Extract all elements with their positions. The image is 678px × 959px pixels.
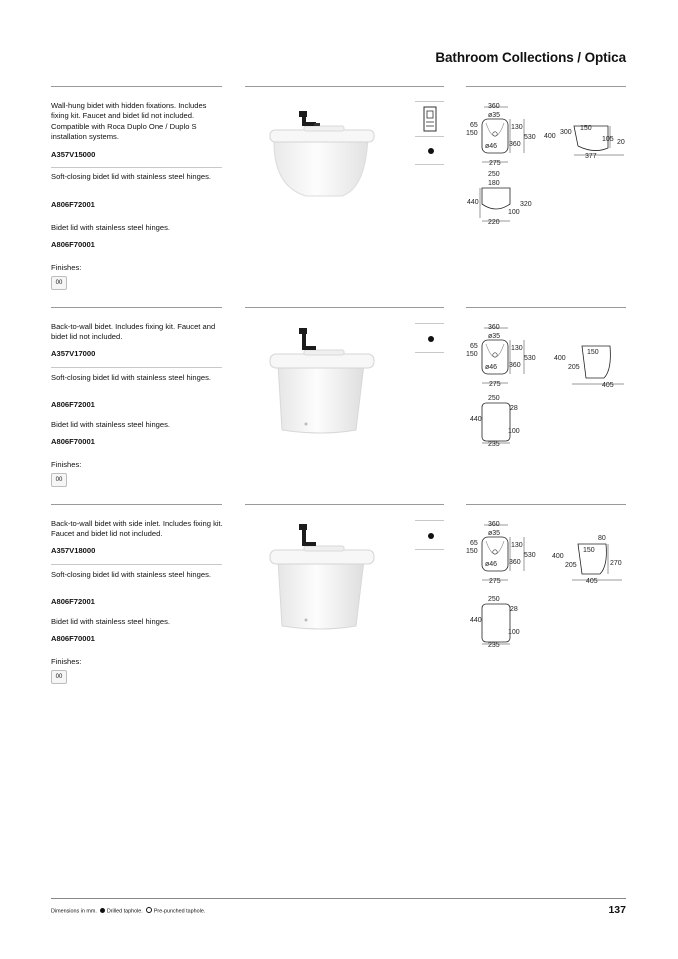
product-description: Wall-hung bidet with hidden fixations. Includes fixing kit. Faucet and bidet lid not included. Compatible with Roca Duplo One / Duplo S installation systems. (51, 101, 207, 142)
page-title: Bathroom Collections / Optica (435, 50, 626, 65)
lid-soft-closing-text: Soft-closing bidet lid with stainless steel hinges. (51, 373, 211, 382)
dim-300: 300 (560, 129, 572, 136)
dim-100: 100 (508, 209, 520, 216)
dim-275: 275 (489, 381, 501, 388)
dim-width: 360 (488, 521, 500, 528)
finish-swatch-white[interactable]: 00 (51, 473, 67, 487)
lid-soft-closing-code: A806F72001 (51, 400, 95, 409)
dim-250: 250 (488, 395, 500, 402)
dim-105: 105 (602, 136, 614, 143)
section-rule (466, 307, 626, 308)
dim-377: 377 (585, 153, 597, 160)
taphole-rule (415, 164, 444, 165)
dim-width: 360 (488, 324, 500, 331)
dim-100: 100 (508, 629, 520, 636)
lid-standard-text: Bidet lid with stainless steel hinges. (51, 420, 171, 429)
drilled-taphole-icon (428, 148, 434, 154)
dim-150: 150 (583, 547, 595, 554)
wall-hung-bidet-photo (246, 96, 414, 216)
dim-d35: ø35 (488, 112, 501, 119)
taphole-rule (415, 520, 444, 521)
header-rule-2 (245, 86, 444, 87)
back-to-wall-bidet-photo (246, 320, 414, 440)
dim-235: 235 (488, 441, 500, 448)
dim-80: 80 (598, 535, 606, 542)
dim-530: 530 (524, 134, 536, 141)
divider (51, 367, 222, 368)
dim-360: 360 (509, 362, 521, 369)
side-view-drawing (552, 340, 628, 390)
product-code: A357V18000 (51, 546, 96, 555)
dim-400: 400 (552, 553, 564, 560)
drilled-taphole-icon (428, 336, 434, 342)
finishes-label: Finishes: (51, 460, 82, 469)
taphole-rule (415, 352, 444, 353)
section-rule (466, 504, 626, 505)
taphole-rule (415, 101, 444, 102)
dim-205: 205 (568, 364, 580, 371)
dim-530: 530 (524, 552, 536, 559)
dim-28: 28 (510, 405, 518, 412)
drilled-taphole-icon (428, 533, 434, 539)
top-view-drawing (466, 101, 550, 167)
dim-65: 65 (470, 540, 478, 547)
top-view-drawing (466, 322, 550, 388)
lid-standard-code: A806F70001 (51, 634, 95, 643)
dim-width: 360 (488, 103, 500, 110)
front-view-drawing (466, 170, 550, 228)
product-description: Back-to-wall bidet with side inlet. Includes fixing kit. Faucet and bidet lid not included. (51, 519, 223, 539)
finishes-label: Finishes: (51, 263, 82, 272)
lid-standard-text: Bidet lid with stainless steel hinges. (51, 223, 171, 232)
product-code: A357V17000 (51, 349, 96, 358)
lid-standard-text: Bidet lid with stainless steel hinges. (51, 617, 171, 626)
section-rule (51, 504, 222, 505)
dim-130: 130 (511, 124, 523, 131)
footer-rule (51, 898, 626, 899)
finish-swatch-white[interactable]: 00 (51, 276, 67, 290)
header-rule-3 (466, 86, 626, 87)
prepunched-taphole-legend-icon (146, 907, 152, 913)
divider (51, 564, 222, 565)
dim-20: 20 (617, 139, 625, 146)
footer-legend (51, 907, 205, 915)
dim-400: 400 (554, 355, 566, 362)
front-view-drawing (466, 393, 550, 451)
lid-standard-code: A806F70001 (51, 240, 95, 249)
side-view-drawing (544, 120, 628, 162)
prepunched-taphole-legend: Pre-punched taphole. (153, 908, 206, 915)
dimensions-note: Dimensions in mm. (51, 908, 97, 915)
dim-270: 270 (610, 560, 622, 567)
finishes-label: Finishes: (51, 657, 82, 666)
dim-440: 440 (470, 416, 482, 423)
dim-d46: ø46 (485, 561, 498, 568)
dim-220: 220 (488, 219, 500, 226)
installation-frame-icon (423, 106, 437, 132)
taphole-rule (415, 323, 444, 324)
dim-d46: ø46 (485, 143, 498, 150)
side-view-drawing (550, 530, 628, 586)
front-view-drawing (466, 594, 550, 652)
dim-405: 405 (602, 382, 614, 389)
dim-100: 100 (508, 428, 520, 435)
dim-180: 180 (488, 180, 500, 187)
dim-150: 150 (466, 548, 478, 555)
taphole-rule (415, 136, 444, 137)
dim-405: 405 (586, 578, 598, 585)
dim-150: 150 (466, 351, 478, 358)
dim-440: 440 (470, 617, 482, 624)
product-description: Back-to-wall bidet. Includes fixing kit. Faucet and bidet lid not included. (51, 322, 216, 342)
dim-150: 150 (466, 130, 478, 137)
dim-275: 275 (489, 578, 501, 585)
lid-soft-closing-text: Soft-closing bidet lid with stainless steel hinges. (51, 570, 211, 579)
dim-130: 130 (511, 345, 523, 352)
dim-235: 235 (488, 642, 500, 649)
dim-360: 360 (509, 559, 521, 566)
dim-400: 400 (544, 133, 556, 140)
section-rule (51, 307, 222, 308)
dim-530: 530 (524, 355, 536, 362)
dim-150: 150 (587, 349, 599, 356)
dim-320: 320 (520, 201, 532, 208)
dim-d35: ø35 (488, 333, 501, 340)
lid-soft-closing-code: A806F72001 (51, 597, 95, 606)
product-code: A357V15000 (51, 150, 96, 159)
dim-275: 275 (489, 160, 501, 167)
dim-130: 130 (511, 542, 523, 549)
lid-soft-closing-code: A806F72001 (51, 200, 95, 209)
top-view-drawing (466, 519, 550, 585)
dim-250: 250 (488, 596, 500, 603)
dim-65: 65 (470, 122, 478, 129)
side-inlet-bidet-photo (246, 516, 414, 636)
drilled-taphole-legend-icon (100, 908, 105, 913)
dim-28: 28 (510, 606, 518, 613)
dim-250: 250 (488, 171, 500, 178)
section-rule (245, 307, 444, 308)
dim-150: 150 (580, 125, 592, 132)
drilled-taphole-legend: Drilled taphole. (106, 908, 143, 915)
section-rule (245, 504, 444, 505)
finish-swatch-white[interactable]: 00 (51, 670, 67, 684)
header-rule-1 (51, 86, 222, 87)
dim-65: 65 (470, 343, 478, 350)
dim-d46: ø46 (485, 364, 498, 371)
lid-standard-code: A806F70001 (51, 437, 95, 446)
dim-d35: ø35 (488, 530, 501, 537)
taphole-rule (415, 549, 444, 550)
dim-205: 205 (565, 562, 577, 569)
dim-440: 440 (467, 199, 479, 206)
dim-360: 360 (509, 141, 521, 148)
page-number: 137 (608, 904, 626, 916)
lid-soft-closing-text: Soft-closing bidet lid with stainless steel hinges. (51, 172, 211, 181)
divider (51, 167, 222, 168)
